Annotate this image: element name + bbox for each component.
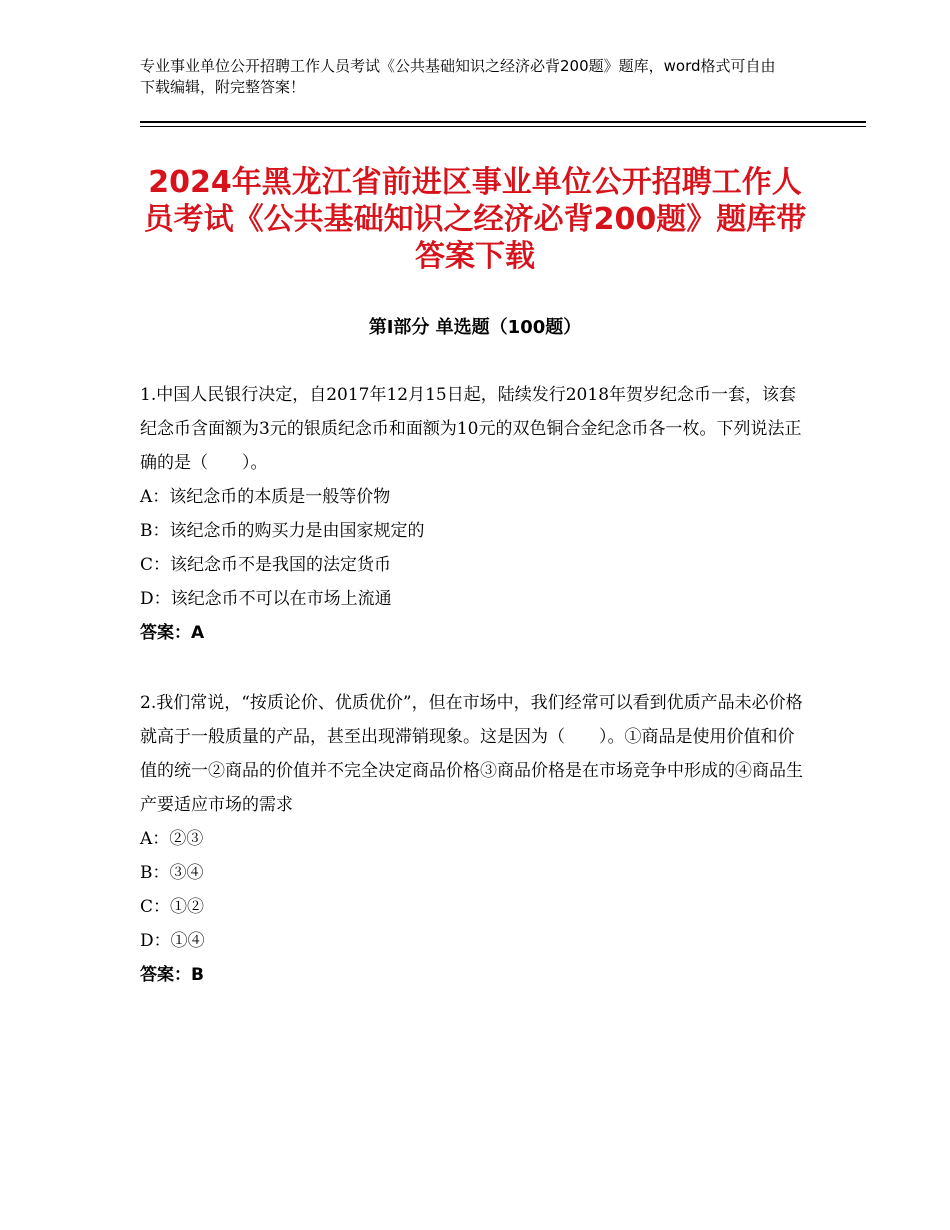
option-d: D：①④ [140,931,205,951]
question-stem: 1.中国人民银行决定，自2017年12月15日起，陆续发行2018年贺岁纪念币一套，该套纪念币含面额为3元的银质纪念币和面额为10元的双色铜合金纪念币各一枚。下列说法正确的是（ ）。 [140,385,802,473]
question-stem: 2.我们常说，“按质论价、优质优价”，但在市场中，我们经常可以看到优质产品未必价格就高于一般质量的产品，甚至出现滞销现象。这是因为（ ）。①商品是使用价值和价值的统一②商品的价值并不完全决定商品价格③商品价格是在市场竞争中形成的④商品生产要适应市场的需求 [140,693,803,815]
header-rule-thick [140,121,866,123]
header-rule-thin [140,126,866,127]
answer: 答案：A [140,623,205,643]
section-title: 第I部分 单选题（100题） [368,317,582,338]
option-a: A：②③ [140,829,204,849]
option-b: B：该纪念币的购买力是由国家规定的 [140,521,425,541]
option-c: C：该纪念币不是我国的法定货币 [140,555,392,575]
option-a: A：该纪念币的本质是一般等价物 [140,487,391,507]
answer: 答案：B [140,965,204,985]
header-note: 专业事业单位公开招聘工作人员考试《公共基础知识之经济必背200题》题库，word格式可自由下载编辑，附完整答案！ [140,57,776,96]
question-1 [140,378,805,650]
document-title: 2024年黑龙江省前进区事业单位公开招聘工作人员考试《公共基础知识之经济必背200题》题库带答案下载 [143,165,807,274]
question-2 [140,686,805,992]
option-d: D：该纪念币不可以在市场上流通 [140,589,392,609]
option-c: C：①② [140,897,205,917]
option-b: B：③④ [140,863,204,883]
